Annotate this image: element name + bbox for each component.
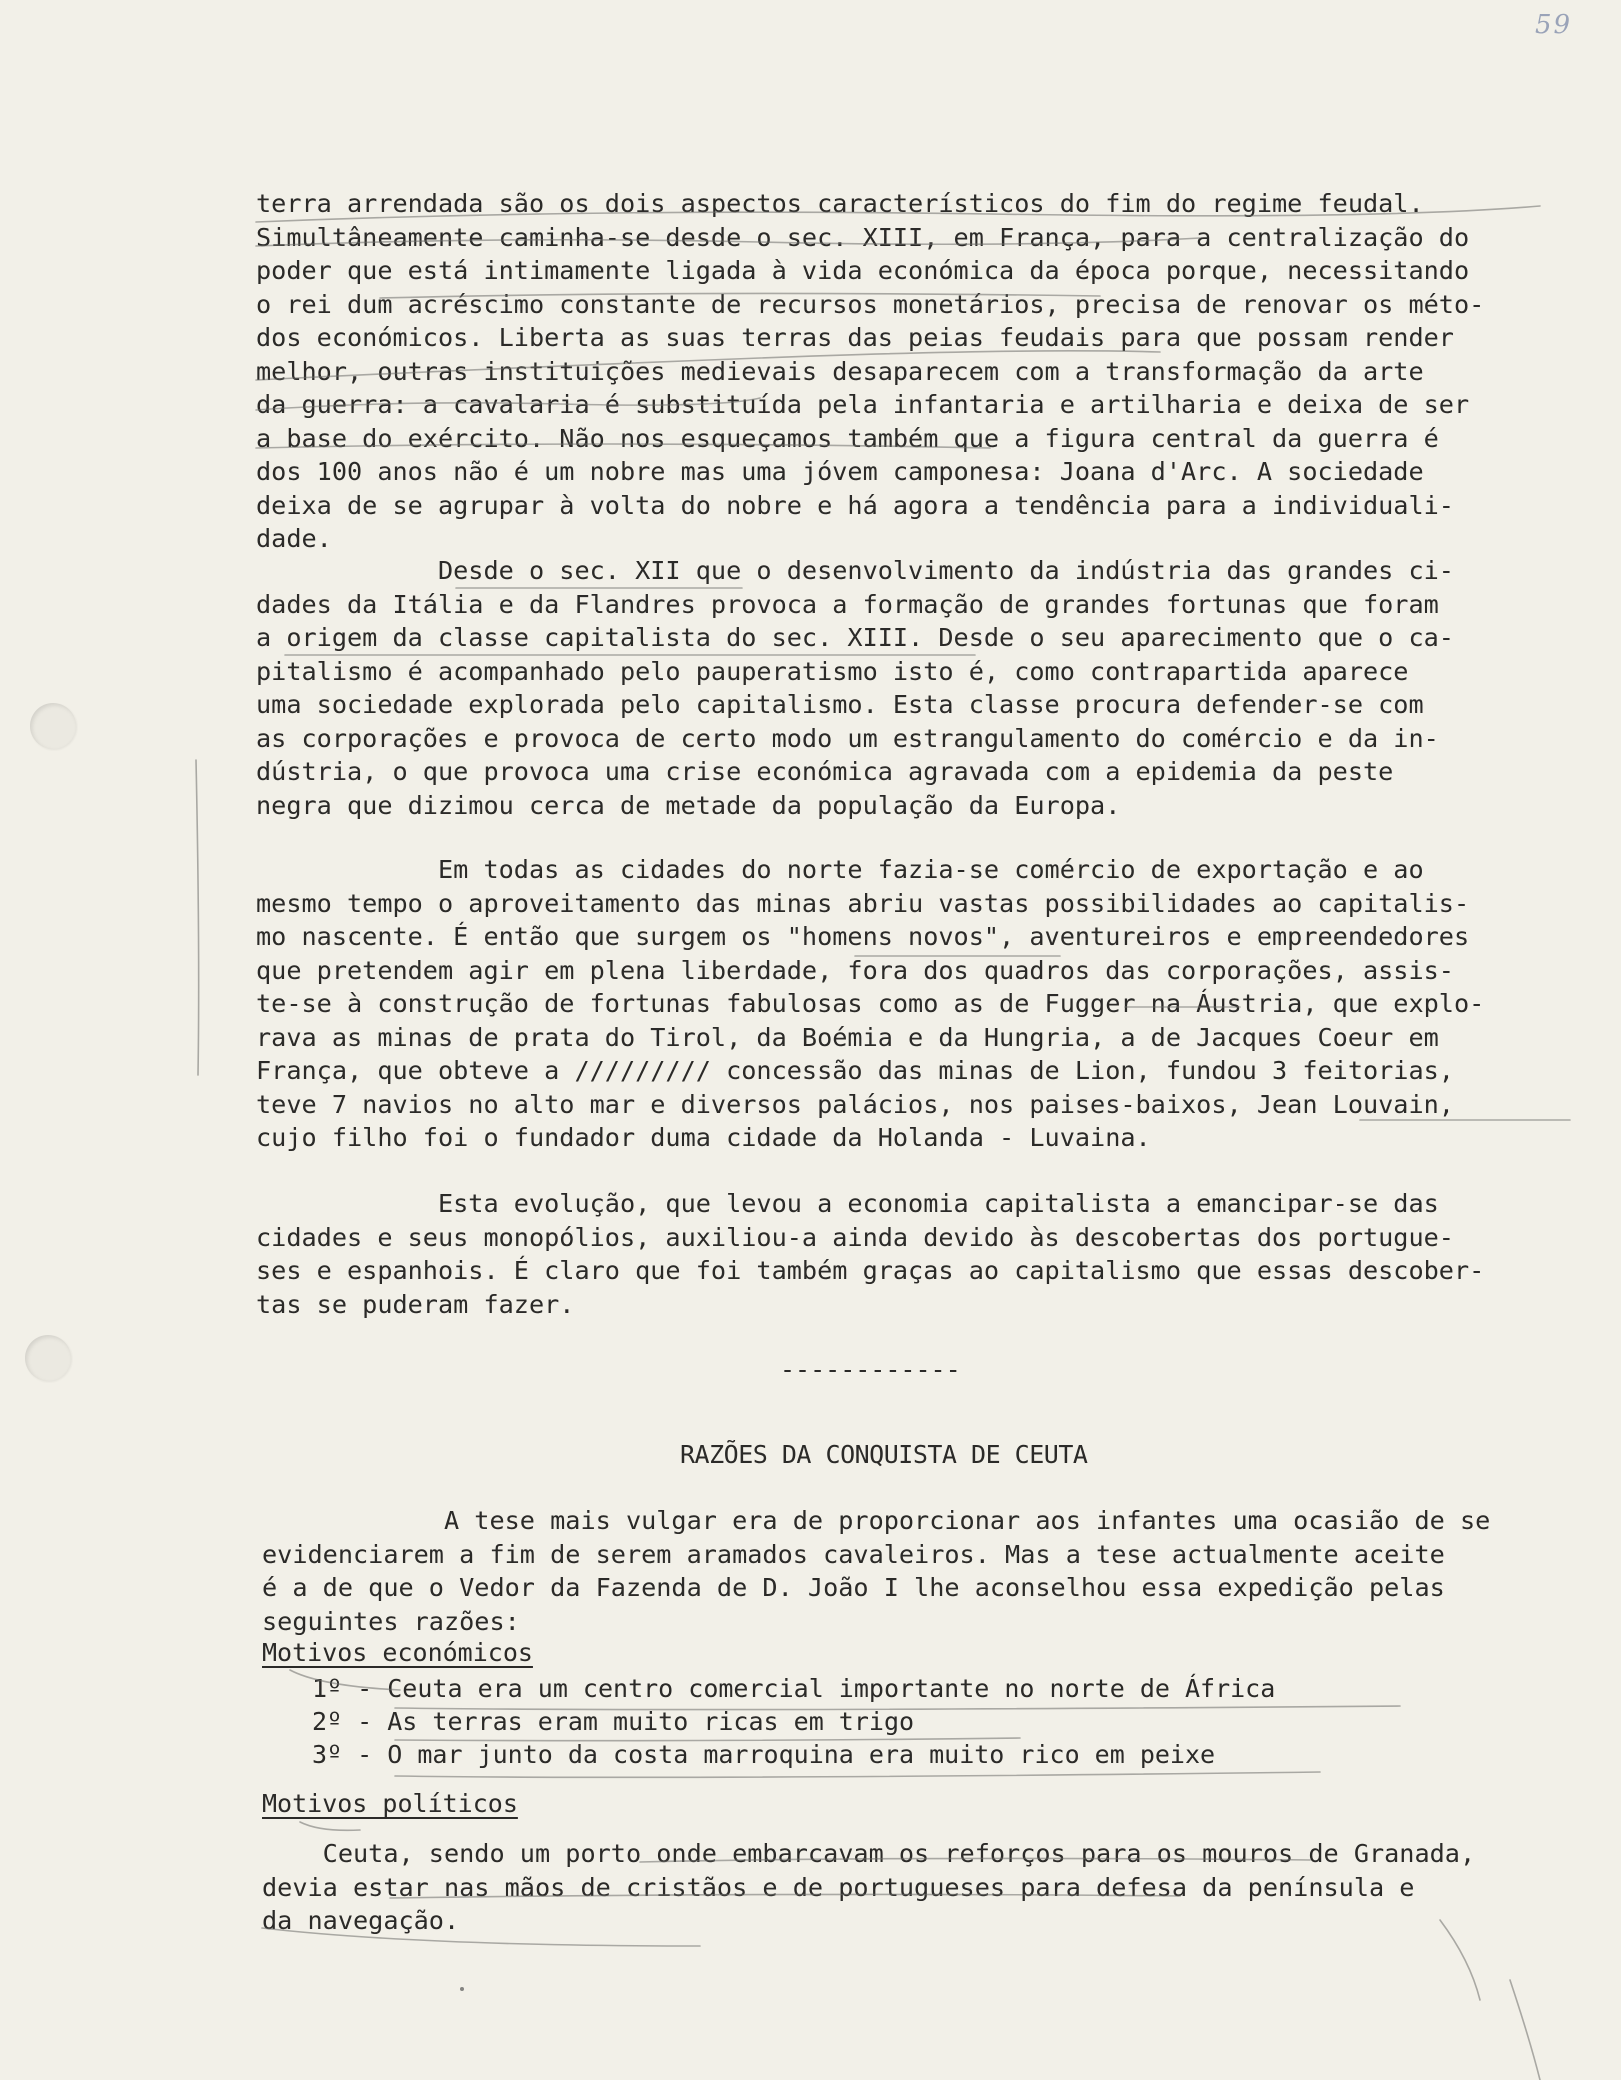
text-line: devia estar nas mãos de cristãos e de portugueses para defesa da península e [262,1872,1415,1902]
text-line: melhor, outras instituições medievais desaparecem com a transformação da arte [256,356,1424,386]
text-line: tas se puderam fazer. [256,1289,575,1319]
text-line: mesmo tempo o aproveitamento das minas abriu vastas possibilidades ao capitalis- [256,888,1470,918]
text-line: poder que está intimamente ligada à vida económica da época porque, necessitando [256,256,1470,285]
text-line: cidades e seus monopólios, auxiliou-a ainda devido às descobertas dos portugue- [256,1222,1454,1252]
text-line: dos 100 anos não é um nobre mas uma jóvem camponesa: Joana d'Arc. A sociedade [256,457,1424,486]
text-line: ses e espanhois. É claro que foi também graças ao capitalismo que essas descober- [256,1256,1485,1285]
text-line: as corporações e provoca de certo modo um estrangulamento do comércio e da in- [256,723,1439,753]
text-line: deixa de se agrupar à volta do nobre e há agora a tendência para a individuali- [256,490,1454,520]
punch-hole-bottom [25,1335,71,1381]
text-line: Em todas as cidades do norte fazia-se comércio de exportação e ao [256,855,1424,884]
text-line: dade. [256,524,332,553]
text-line: dos económicos. Liberta as suas terras das peias feudais para que possam render [256,323,1454,352]
text-line: seguintes razões: [262,1606,520,1636]
text-line: a origem da classe capitalista do sec. XIII. Desde o seu aparecimento que o ca- [256,623,1454,652]
list-item: 3º - O mar junto da costa marroquina era muito rico em peixe [312,1740,1216,1769]
text-line: da guerra: a cavalaria é substituída pela infantaria e artilharia e deixa de ser [256,390,1470,419]
section-title: RAZÕES DA CONQUISTA DE CEUTA [680,1440,1088,1469]
text-line: da navegação. [262,1906,460,1935]
text-line: evidenciarem a fim de serem aramados cavaleiros. Mas a tese actualmente aceite [262,1539,1445,1569]
paragraph-new-men [256,853,1484,1155]
text-line: teve 7 navios no alto mar e diversos palácios, nos paises-baixos, Jean Louvain, [256,1089,1454,1119]
text-line: cujo filho foi o fundador duma cidade da Holanda - Luvaina. [256,1123,1151,1152]
paragraph-capitalist-class [256,554,1454,822]
text-line: o rei dum acréscimo constante de recursos monetários, precisa de renovar os méto- [256,289,1485,319]
paragraph-discoveries [256,1187,1484,1321]
text-line: rava as minas de prata do Tirol, da Boémia e da Hungria, a de Jacques Coeur em [256,1022,1439,1052]
text-line: é a de que o Vedor da Fazenda de D. João I lhe aconselhou essa expedição pelas [262,1573,1445,1602]
text-line: a base do exército. Não nos esqueçamos também que a figura central da guerra é [256,423,1439,453]
paragraph-political-motives [262,1837,1475,1938]
list-item: 1º - Ceuta era um centro comercial importante no norte de África [312,1674,1276,1703]
text-line: negra que dizimou cerca de metade da população da Europa. [256,790,1121,820]
text-line: França, que obteve a ///////// concessão das minas de Lion, fundou 3 feitorias, [256,1056,1454,1085]
paragraph-feudal-regime [256,187,1484,556]
text-line: A tese mais vulgar era de proporcionar aos infantes uma ocasião de se [262,1506,1491,1535]
page-number: 59 [1535,10,1573,40]
text-line: Desde o sec. XII que o desenvolvimento da indústria das grandes ci- [256,556,1454,585]
text-line: Esta evolução, que levou a economia capitalista a emancipar-se das [256,1189,1439,1218]
text-line: pitalismo é acompanhado pelo pauperatismo isto é, como contrapartida aparece [256,656,1409,686]
text-line: te-se à construção de fortunas fabulosas como as de Fugger na Áustria, que explo- [256,989,1485,1018]
text-line: dades da Itália e da Flandres provoca a formação de grandes fortunas que foram [256,589,1439,619]
text-line: Ceuta, sendo um porto onde embarcavam os reforços para os mouros de Granada, [262,1839,1476,1868]
text-line: uma sociedade explorada pelo capitalismo. Esta classe procura defender-se com [256,690,1424,719]
text-line: dústria, o que provoca uma crise económica agravada com a epidemia da peste [256,757,1394,786]
heading-economic-motives: Motivos económicos [262,1638,533,1667]
text-line: terra arrendada são os dois aspectos característicos do fim do regime feudal. [256,189,1424,218]
text-line: Simultâneamente caminha-se desde o sec. XIII, em França, para a centralização do [256,222,1470,252]
punch-hole-top [30,703,76,749]
text-line: mo nascente. É então que surgem os "homens novos", aventureiros e empreendedores [256,922,1470,951]
list-item: 2º - As terras eram muito ricas em trigo [312,1707,915,1736]
heading-political-motives: Motivos políticos [262,1789,518,1818]
economic-reasons-list [312,1672,1275,1771]
text-line: que pretendem agir em plena liberdade, fora dos quadros das corporações, assis- [256,955,1454,985]
paragraph-ceuta-thesis [262,1504,1490,1638]
section-separator: ------------ [780,1355,961,1384]
